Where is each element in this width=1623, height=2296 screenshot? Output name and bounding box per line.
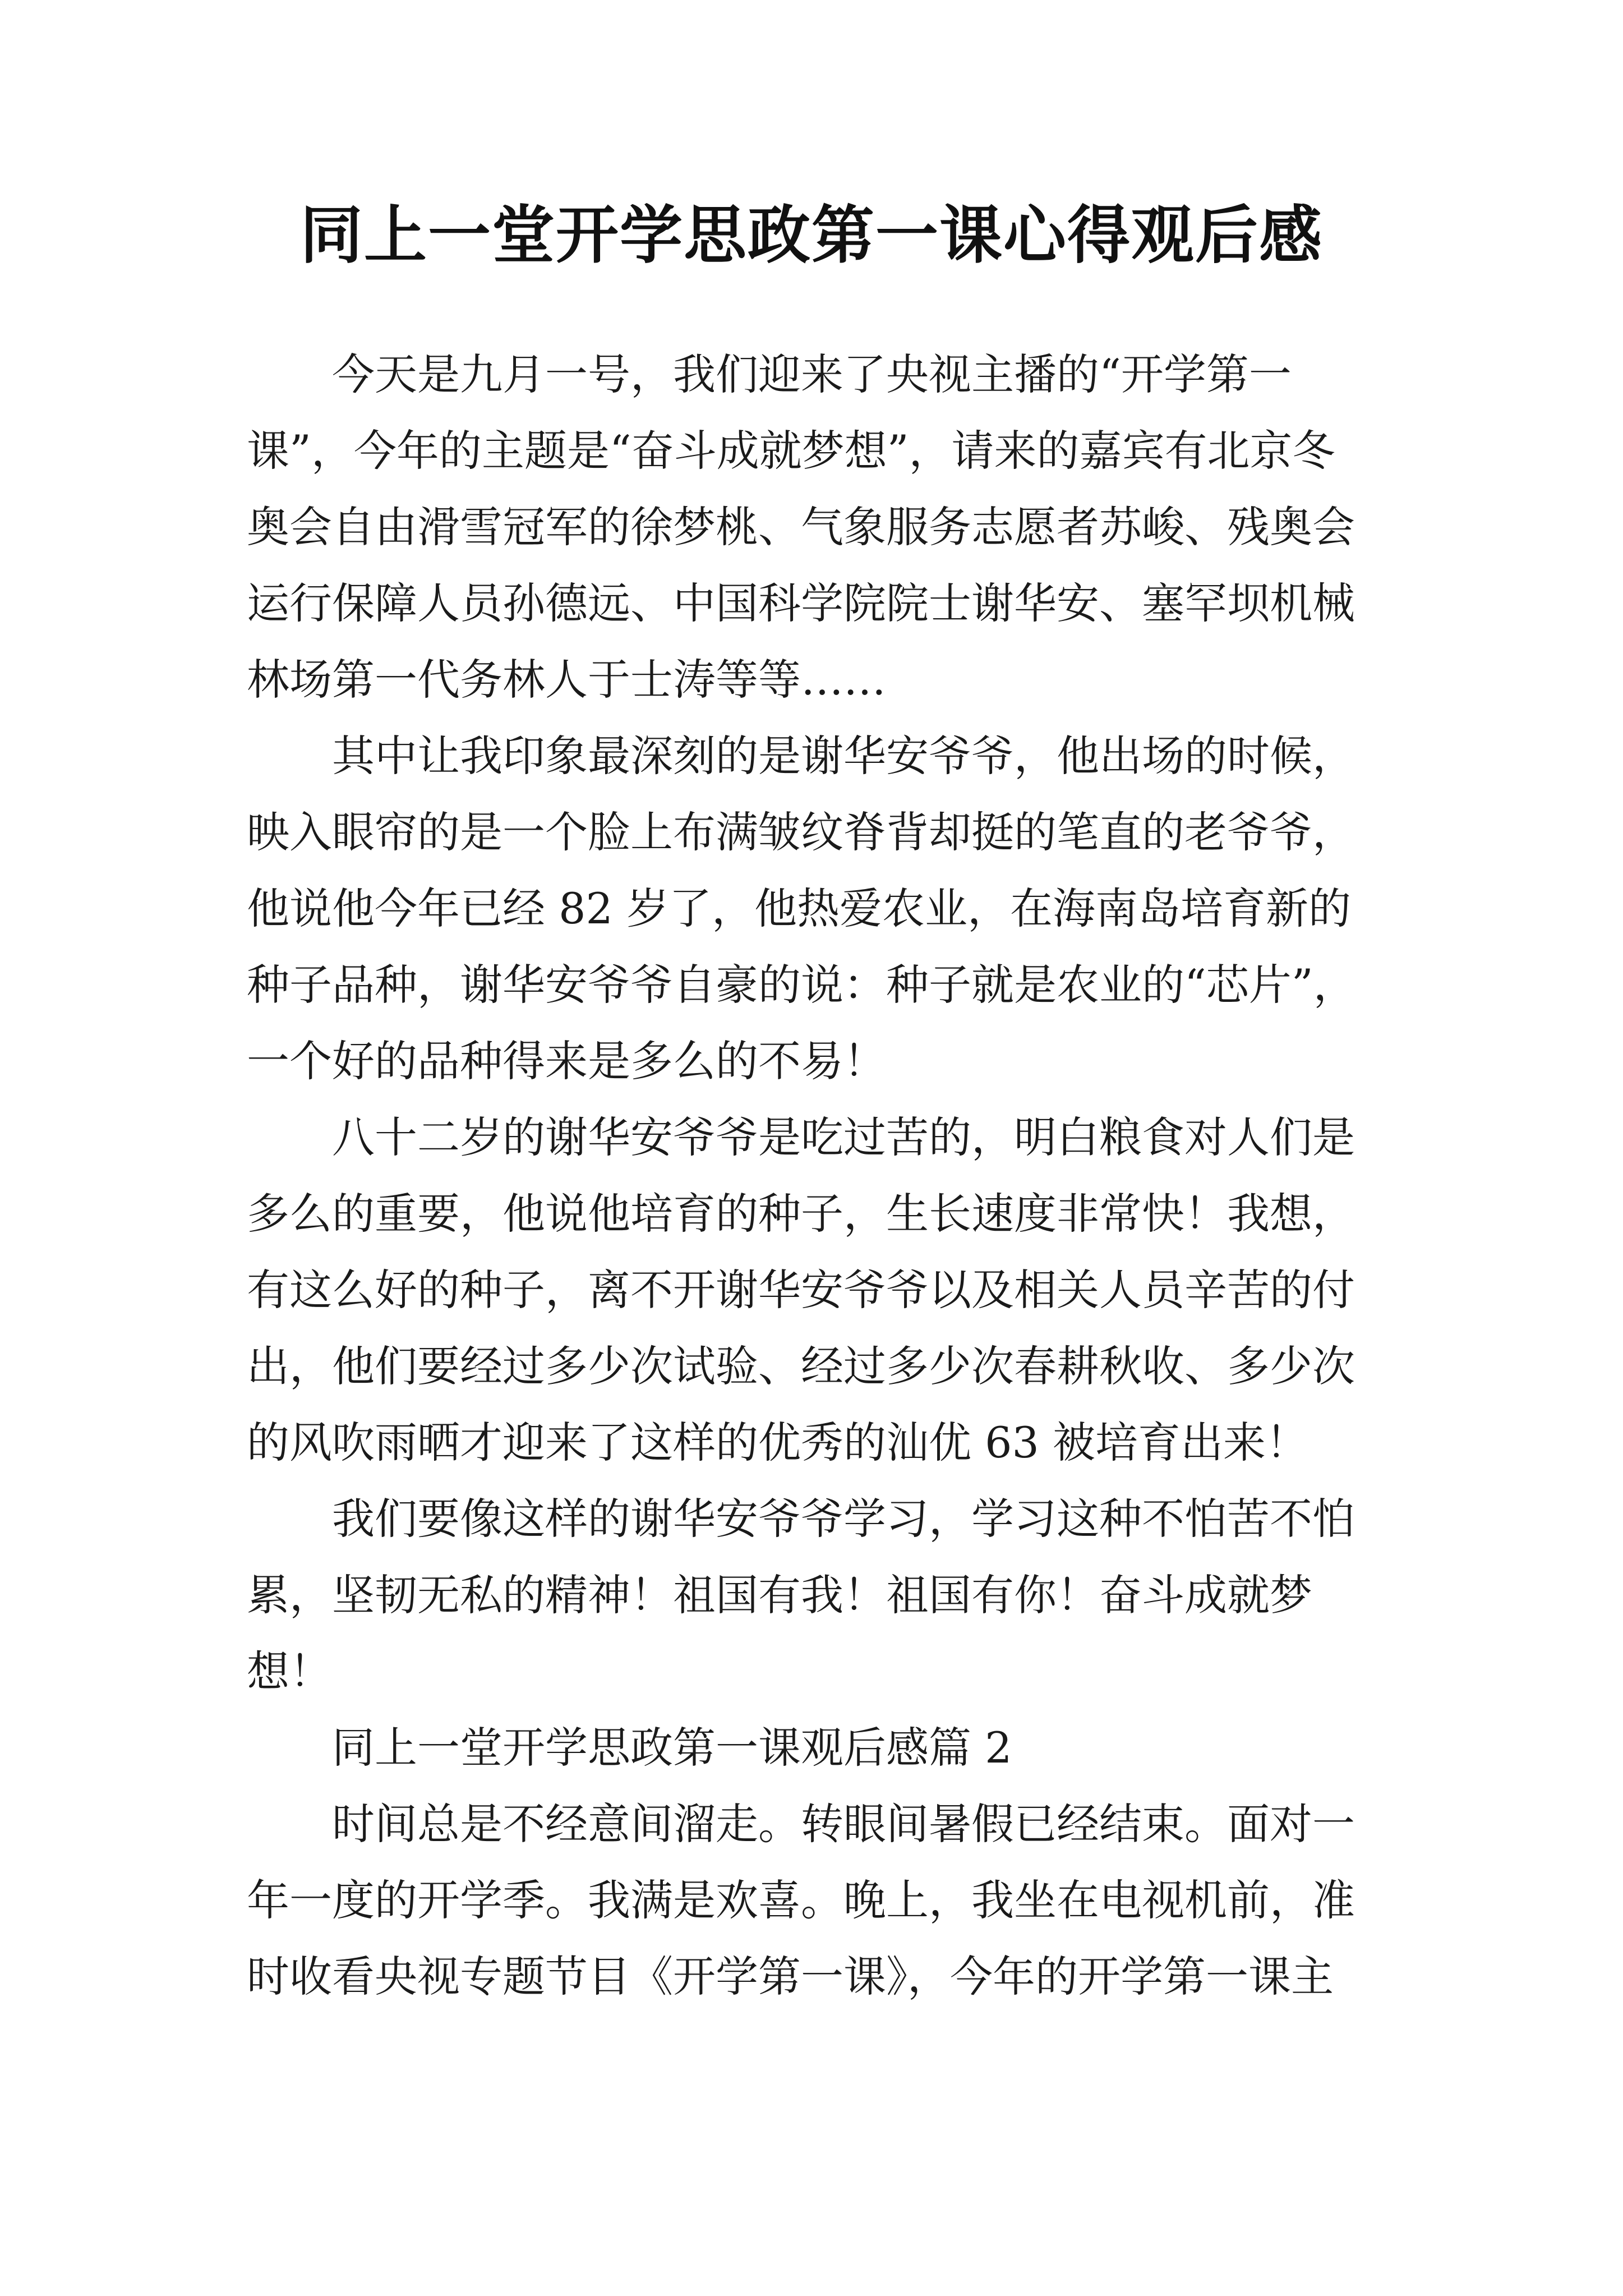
paragraph-2-line-1: 其中让我印象最深刻的是谢华安爷爷，他出场的时候， (332, 731, 1355, 781)
paragraph-1-line-5: 林场第一代务林人于士涛等等…… (247, 655, 886, 705)
paragraph-6-line-2: 年一度的开学季。我满是欢喜。晚上，我坐在电视机前，准 (247, 1875, 1355, 1925)
paragraph-4-line-2: 累，坚韧无私的精神！祖国有我！祖国有你！奋斗成就梦 (247, 1570, 1312, 1620)
document-body (247, 337, 1391, 2015)
paragraph-3-line-2: 多么的重要，他说他培育的种子，生长速度非常快！我想， (247, 1189, 1355, 1239)
paragraph-3-line-4: 出，他们要经过多少次试验、经过多少次春耕秋收、多少次 (247, 1341, 1355, 1391)
paragraph-4-line-1: 我们要像这样的谢华安爷爷学习，学习这种不怕苦不怕 (332, 1494, 1355, 1544)
paragraph-3-line-1: 八十二岁的谢华安爷爷是吃过苦的，明白粮食对人们是 (332, 1112, 1355, 1162)
paragraph-6-line-1: 时间总是不经意间溜走。转眼间暑假已经结束。面对一 (332, 1799, 1355, 1849)
paragraph-2-line-5: 一个好的品种得来是多么的不易！ (247, 1036, 886, 1086)
paragraph-1-line-3: 奥会自由滑雪冠军的徐梦桃、气象服务志愿者苏峻、残奥会 (247, 502, 1355, 552)
paragraph-3-line-5: 的风吹雨晒才迎来了这样的优秀的汕优 63 被培育出来！ (247, 1418, 1309, 1467)
paragraph-1-line-4: 运行保障人员孙德远、中国科学院院士谢华安、塞罕坝机械 (247, 578, 1355, 628)
paragraph-1-line-1: 今天是九月一号，我们迎来了央视主播的“开学第一 (332, 349, 1292, 399)
paragraph-1-line-2: 课”，今年的主题是“奋斗成就梦想”，请来的嘉宾有北京冬 (247, 426, 1335, 476)
paragraph-4-line-3: 想！ (247, 1646, 332, 1696)
paragraph-3-line-3: 有这么好的种子，离不开谢华安爷爷以及相关人员辛苦的付 (247, 1265, 1355, 1315)
document-title: 同上一堂开学思政第一课心得观后感 (300, 199, 1323, 272)
paragraph-2-line-3: 他说他今年已经 82 岁了，他热爱农业，在海南岛培育新的 (247, 884, 1352, 933)
section-heading: 同上一堂开学思政第一课观后感篇 2 (332, 1723, 1012, 1773)
paragraph-2-line-4: 种子品种，谢华安爷爷自豪的说：种子就是农业的“芯片”， (247, 960, 1356, 1010)
paragraph-6-line-3: 时收看央视专题节目《开学第一课》，今年的开学第一课主 (247, 1952, 1334, 2001)
paragraph-2-line-2: 映入眼帘的是一个脸上布满皱纹脊背却挺的笔直的老爷爷， (247, 807, 1355, 857)
